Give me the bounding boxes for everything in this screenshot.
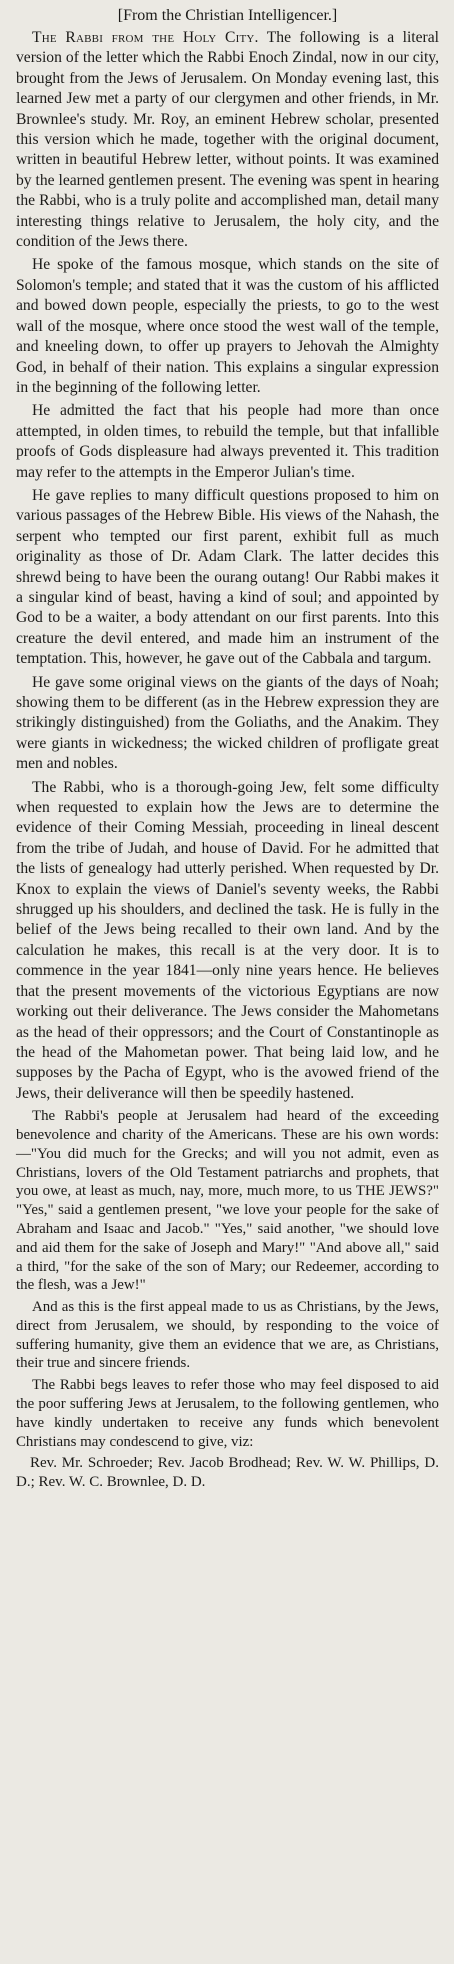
article-paragraph-9: The Rabbi begs leaves to refer those who may feel disposed to aid the poor suffering Jews at Jerusalem, to the following gentlemen, who have kindly undertaken to receive any funds which benevolent Christians may condescend to give, viz:: [16, 1377, 439, 1450]
article-paragraph-4: He gave replies to many difficult questions proposed to him on various passages of the Hebrew Bible. His views of the Nahash, the serpent who tempted our first parent, exhibit full as much originality as those of Dr. Adam Clark. The latter decides this shrewd being to have been the ourang outang! Our Rabbi makes it a singular kind of beast, having a kind of soul; and appointed by God to be a waiter, a body attendant on our first parents. Into this creature the devil entered, and made him an instrument of the temptation. This, however, he gave out of the Cabbala and targum.: [16, 486, 439, 668]
article-paragraph-2: He spoke of the famous mosque, which stands on the site of Solomon's temple; and stated that it was the custom of his afflicted and bowed down people, especially the priests, to go to the west wall of the mosque, where once stood the west wall of the temple, and kneeling down, to offer up prayers to Jehovah the Almighty God, in behalf of their nation. This explains a singular expression in the beginning of the following letter.: [16, 256, 439, 396]
article-paragraph-1: [16, 28, 439, 252]
article-paragraph-10: Rev. Mr. Schroeder; Rev. Jacob Brodhead; Rev. W. W. Phillips, D. D.; Rev. W. C. Brownlee, D. D.: [16, 1455, 439, 1491]
article-paragraph-7: The Rabbi's people at Jerusalem had heard of the exceeding benevolence and charity of the Americans. These are his own words:—"You did much for the Grecks; and will you not admit, even as Christians, lovers of the Old Testament patriarchs and prophets, that you owe, at least as much, nay, more, much more, to us THE JEWS?" "Yes," said a gentlemen present, "we love your people for the sake of Abraham and Isaac and Jacob." "Yes," said another, "we should love and aid them for the sake of Joseph and Mary!" "And above all," said a third, "for the sake of the son of Mary; our Redeemer, according to the flesh, was a Jew!": [16, 1108, 439, 1294]
paragraph-text: The following is a literal version of the letter which the Rabbi Enoch Zindal, now in our city, brought from the Jews of Jerusalem. On Monday evening last, this learned Jew met a party of our clergymen and other friends, in Mr. Brownlee's study. Mr. Roy, an eminent Hebrew scholar, presented this version which he made, together with the original document, written in beautiful Hebrew letter, without points. It was examined by the learned gentlemen present. The evening was spent in hearing the Rabbi, who is a truly polite and accomplished man, detail many interesting things relative to Jerusalem, the holy city, and the condition of the Jews there.: [16, 29, 439, 251]
article-paragraph-6: The Rabbi, who is a thorough-going Jew, felt some difficulty when requested to explain how the Jews are to determine the evidence of their Coming Messiah, proceeding in lineal descent from the tribe of Judah, and house of David. For he admitted that the lists of genealogy had utterly perished. When requested by Dr. Knox to explain the views of Daniel's seventy weeks, the Rabbi shrugged up his shoulders, and declined the task. He is fully in the belief of the Jews being recalled to their own land. And by the calculation he makes, this recall is at the very door. It is to commence in the year 1841—only nine years hence. He believes that the present movements of the victorious Egyptians are now working out their deliverance. The Jews consider the Mahometans as the head of their oppressors; and the Court of Constantinople as the head of the Mahometan power. That being laid low, and he supposes by the Pacha of Egypt, who is the avowed friend of the Jews, their deliverance will then be speedily hastened.: [16, 778, 439, 1102]
source-line: [From the Christian Intelligencer.]: [117, 7, 338, 24]
article-lead-caps: The Rabbi from the Holy City.: [32, 29, 259, 46]
article-paragraph-8: And as this is the first appeal made to us as Christians, by the Jews, direct from Jerusalem, we should, by responding to the voice of suffering humanity, give them an evidence that we are, as Christians, their true and sincere friends.: [16, 1299, 439, 1372]
article-paragraph-5: He gave some original views on the giants of the days of Noah; showing them to be different (as in the Hebrew expression they are strikingly distinguished) from the Goliaths, and the Anakim. They were giants in wickedness; the wicked children of profligate great men and nobles.: [16, 673, 439, 773]
article-paragraph-3: He admitted the fact that his people had more than once attempted, in olden times, to rebuild the temple, but that infallible proofs of Gods displeasure had always prevented it. This tradition may refer to the attempts in the Emperor Julian's time.: [16, 402, 439, 481]
